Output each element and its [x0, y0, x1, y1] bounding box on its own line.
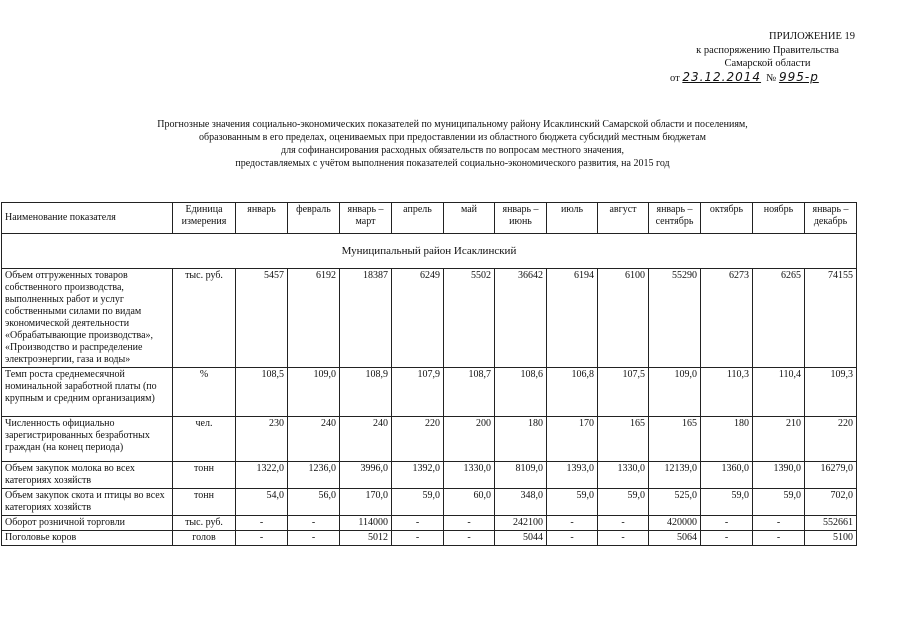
value-cell: 1330,0 — [598, 462, 649, 489]
value-cell: 59,0 — [598, 489, 649, 516]
header-cell: февраль — [288, 203, 340, 234]
header-cell: Наименование показателя — [2, 203, 173, 234]
table-row — [2, 531, 857, 546]
value-cell: 5502 — [444, 269, 495, 368]
table-row — [2, 489, 857, 516]
value-cell: 114000 — [340, 516, 392, 531]
unit-cell: % — [173, 368, 236, 417]
value-cell: 1330,0 — [444, 462, 495, 489]
header-cell: январь – декабрь — [805, 203, 857, 234]
appendix-date: 23.12.2014 — [682, 69, 762, 84]
value-cell: 525,0 — [649, 489, 701, 516]
appendix-block — [660, 30, 875, 85]
indicator-name: Темп роста среднемесячной номинальной заработной платы (по крупным и средним организациям) — [2, 368, 173, 417]
value-cell: 240 — [288, 417, 340, 462]
value-cell: 109,3 — [805, 368, 857, 417]
number-prefix: № — [766, 72, 777, 84]
value-cell: 1236,0 — [288, 462, 340, 489]
appendix-title: ПРИЛОЖЕНИЕ 19 — [769, 31, 855, 42]
value-cell: - — [236, 531, 288, 546]
header-cell: октябрь — [701, 203, 753, 234]
header-cell: январь — [236, 203, 288, 234]
title-line-4: предоставляемых с учётом выполнения показателей социально-экономического развития, на 2015 год — [235, 158, 670, 169]
value-cell: 5064 — [649, 531, 701, 546]
appendix-line-2: Самарской области — [724, 58, 811, 69]
value-cell: - — [392, 531, 444, 546]
value-cell: 107,9 — [392, 368, 444, 417]
value-cell: - — [288, 516, 340, 531]
value-cell: 1392,0 — [392, 462, 444, 489]
value-cell: 74155 — [805, 269, 857, 368]
value-cell: 6100 — [598, 269, 649, 368]
indicator-name: Численность официально зарегистрированных безработных граждан (на конец периода) — [2, 417, 173, 462]
value-cell: 165 — [598, 417, 649, 462]
value-cell: 6265 — [753, 269, 805, 368]
value-cell: 170,0 — [340, 489, 392, 516]
section-title: Муниципальный район Исаклинский — [2, 234, 857, 269]
value-cell: 5012 — [340, 531, 392, 546]
value-cell: - — [598, 516, 649, 531]
unit-cell: чел. — [173, 417, 236, 462]
value-cell: 54,0 — [236, 489, 288, 516]
value-cell: 1393,0 — [547, 462, 598, 489]
header-cell: август — [598, 203, 649, 234]
value-cell: 1390,0 — [753, 462, 805, 489]
indicator-name: Объем закупок молока во всех категориях хозяйств — [2, 462, 173, 489]
table-row — [2, 516, 857, 531]
header-cell: январь – июнь — [495, 203, 547, 234]
value-cell: - — [392, 516, 444, 531]
value-cell: 106,8 — [547, 368, 598, 417]
value-cell: 200 — [444, 417, 495, 462]
value-cell: 59,0 — [392, 489, 444, 516]
value-cell: 16279,0 — [805, 462, 857, 489]
unit-cell: голов — [173, 531, 236, 546]
header-cell: январь – сентябрь — [649, 203, 701, 234]
value-cell: 108,6 — [495, 368, 547, 417]
header-cell: Единица измерения — [173, 203, 236, 234]
value-cell: 1322,0 — [236, 462, 288, 489]
header-cell: июль — [547, 203, 598, 234]
value-cell: - — [701, 531, 753, 546]
value-cell: 108,5 — [236, 368, 288, 417]
table-row — [2, 269, 857, 368]
value-cell: 1360,0 — [701, 462, 753, 489]
header-row — [2, 203, 857, 234]
value-cell: - — [547, 516, 598, 531]
value-cell: 108,7 — [444, 368, 495, 417]
value-cell: 5457 — [236, 269, 288, 368]
value-cell: 3996,0 — [340, 462, 392, 489]
section-row — [2, 234, 857, 269]
value-cell: - — [444, 531, 495, 546]
unit-cell: тонн — [173, 462, 236, 489]
value-cell: 18387 — [340, 269, 392, 368]
date-prefix: от — [670, 72, 680, 84]
title-line-2: образованным в его пределах, оцениваемых при предоставлении из областного бюджета субсидий местным бюджетам — [198, 132, 707, 143]
value-cell: 55290 — [649, 269, 701, 368]
value-cell: - — [753, 516, 805, 531]
indicator-name: Поголовье коров — [2, 531, 173, 546]
value-cell: - — [236, 516, 288, 531]
value-cell: 6192 — [288, 269, 340, 368]
table-row — [2, 462, 857, 489]
value-cell: 240 — [340, 417, 392, 462]
value-cell: 230 — [236, 417, 288, 462]
value-cell: 56,0 — [288, 489, 340, 516]
table-row — [2, 417, 857, 462]
value-cell: 8109,0 — [495, 462, 547, 489]
appendix-date-line — [660, 71, 875, 86]
value-cell: 6249 — [392, 269, 444, 368]
appendix-number: 995-р — [778, 69, 819, 84]
appendix-line-1: к распоряжению Правительства — [696, 44, 839, 56]
value-cell: 107,5 — [598, 368, 649, 417]
value-cell: 5044 — [495, 531, 547, 546]
value-cell: - — [444, 516, 495, 531]
value-cell: - — [598, 531, 649, 546]
value-cell: 6194 — [547, 269, 598, 368]
value-cell: 5100 — [805, 531, 857, 546]
title-line-3: для софинансирования расходных обязательств по вопросам местного значения, — [281, 145, 624, 156]
title-line-1: Прогнозные значения социально-экономических показателей по муниципальному району Исаклинский Самарской области и поселениям, — [157, 119, 748, 130]
value-cell: 109,0 — [649, 368, 701, 417]
value-cell: 59,0 — [753, 489, 805, 516]
value-cell: 702,0 — [805, 489, 857, 516]
indicators-table — [1, 202, 857, 546]
value-cell: 110,3 — [701, 368, 753, 417]
value-cell: 242100 — [495, 516, 547, 531]
value-cell: - — [547, 531, 598, 546]
value-cell: 552661 — [805, 516, 857, 531]
unit-cell: тонн — [173, 489, 236, 516]
value-cell: 165 — [649, 417, 701, 462]
header-cell: апрель — [392, 203, 444, 234]
header-cell: январь – март — [340, 203, 392, 234]
value-cell: 60,0 — [444, 489, 495, 516]
table-row — [2, 368, 857, 417]
value-cell: 220 — [805, 417, 857, 462]
value-cell: 59,0 — [547, 489, 598, 516]
indicator-name: Объем отгруженных товаров собственного производства, выполненных работ и услуг собственными силами по видам экономической деятельности «Обрабатывающие производства», «Производство и распределение электроэнергии, газа и воды» — [2, 269, 173, 368]
indicator-name: Объем закупок скота и птицы во всех категориях хозяйств — [2, 489, 173, 516]
value-cell: 108,9 — [340, 368, 392, 417]
value-cell: 36642 — [495, 269, 547, 368]
value-cell: 180 — [701, 417, 753, 462]
document-title — [0, 118, 905, 170]
value-cell: - — [288, 531, 340, 546]
value-cell: 170 — [547, 417, 598, 462]
indicator-name: Оборот розничной торговли — [2, 516, 173, 531]
value-cell: - — [701, 516, 753, 531]
value-cell: 109,0 — [288, 368, 340, 417]
value-cell: 12139,0 — [649, 462, 701, 489]
value-cell: 220 — [392, 417, 444, 462]
value-cell: 180 — [495, 417, 547, 462]
value-cell: 210 — [753, 417, 805, 462]
value-cell: - — [753, 531, 805, 546]
value-cell: 420000 — [649, 516, 701, 531]
value-cell: 6273 — [701, 269, 753, 368]
unit-cell: тыс. руб. — [173, 516, 236, 531]
value-cell: 59,0 — [701, 489, 753, 516]
header-cell: май — [444, 203, 495, 234]
header-cell: ноябрь — [753, 203, 805, 234]
unit-cell: тыс. руб. — [173, 269, 236, 368]
value-cell: 110,4 — [753, 368, 805, 417]
value-cell: 348,0 — [495, 489, 547, 516]
